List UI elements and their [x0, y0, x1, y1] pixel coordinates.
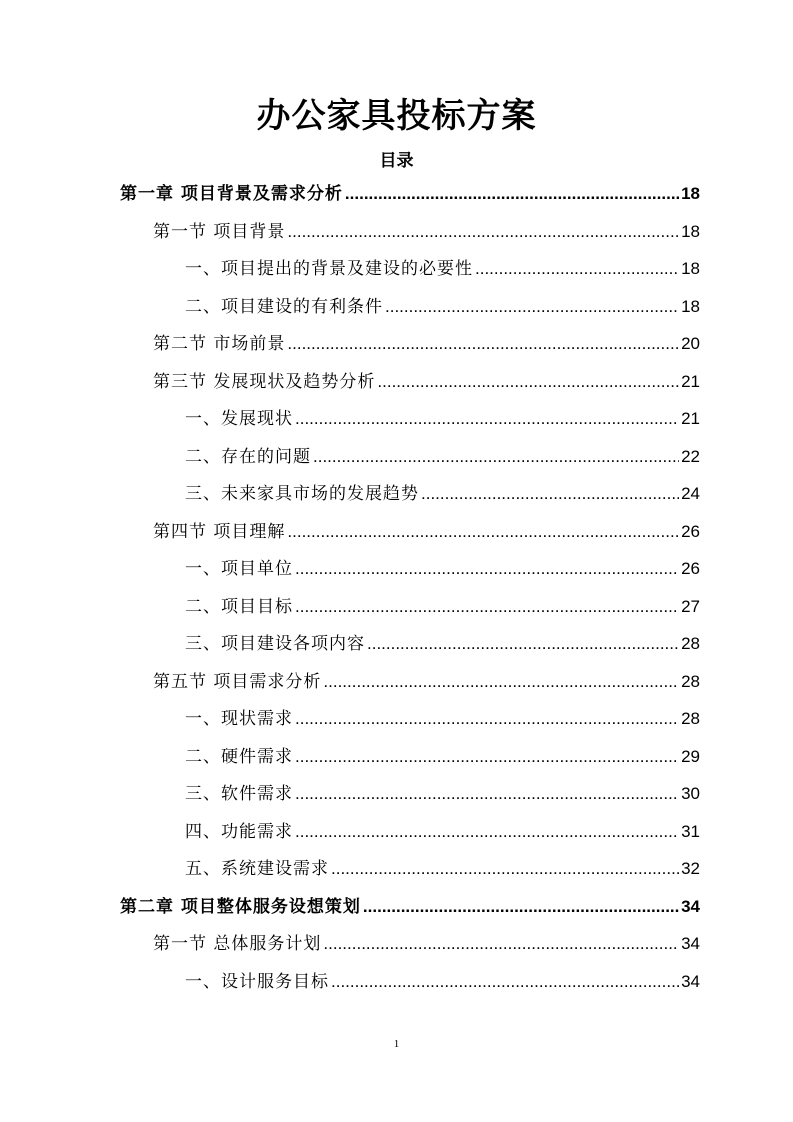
- toc-entry-label: 第一节 项目背景: [153, 221, 286, 242]
- dot-leader: [295, 551, 679, 587]
- toc-entry-label: 第五节 项目需求分析: [153, 671, 322, 692]
- toc-entry-label: 第二章 项目整体服务设想策划: [120, 896, 361, 917]
- toc-entry-chapter[interactable]: [120, 176, 700, 212]
- dot-leader: [345, 176, 679, 212]
- toc-entry-page: 29: [681, 746, 700, 766]
- toc-entry-label: 二、项目建设的有利条件: [185, 296, 383, 317]
- toc-entry-subsection[interactable]: [185, 814, 700, 850]
- toc-entry-page: 34: [681, 934, 700, 953]
- toc-entry-page: 27: [681, 596, 700, 616]
- toc-entry-page: 32: [681, 859, 700, 878]
- toc-entry-label: 一、设计服务目标: [185, 971, 329, 992]
- dot-leader: [323, 926, 679, 962]
- dot-leader: [323, 664, 679, 700]
- toc-entry-label: 三、项目建设各项内容: [185, 634, 365, 654]
- dot-leader: [287, 514, 679, 550]
- toc-entry-label: 第一章 项目背景及需求分析: [120, 184, 343, 204]
- toc-entry-label: 第二节 市场前景: [153, 334, 286, 354]
- toc-entry-label: 五、系统建设需求: [185, 859, 329, 879]
- dot-leader: [385, 289, 679, 325]
- toc-entry-label: 四、功能需求: [185, 821, 293, 842]
- toc-heading: 目录: [379, 151, 414, 171]
- toc-entry-subsection[interactable]: [185, 401, 700, 437]
- toc-entry-subsection[interactable]: [185, 701, 700, 737]
- toc-entry-chapter[interactable]: [120, 889, 700, 925]
- toc-entry-section[interactable]: [153, 514, 700, 550]
- toc-entry-subsection[interactable]: [185, 251, 700, 287]
- toc-entry-page: 20: [681, 334, 700, 353]
- toc-entry-label: 第一节 总体服务计划: [153, 934, 322, 954]
- toc-entry-label: 一、项目提出的背景及建设的必要性: [185, 259, 473, 279]
- dot-leader: [295, 814, 679, 850]
- dot-leader: [421, 476, 679, 512]
- toc-entry-subsection[interactable]: [185, 739, 700, 775]
- dot-leader: [287, 214, 679, 250]
- toc-entry-page: 34: [681, 896, 700, 916]
- toc-entry-subsection[interactable]: [185, 626, 700, 662]
- toc-entry-subsection[interactable]: [185, 289, 700, 325]
- toc-entry-page: 21: [681, 409, 700, 428]
- toc-entry-label: 第三节 发展现状及趋势分析: [153, 371, 376, 392]
- toc-entry-page: 26: [681, 521, 700, 541]
- toc-entry-label: 第四节 项目理解: [153, 521, 286, 542]
- dot-leader: [295, 739, 679, 775]
- toc-entry-label: 二、项目目标: [185, 596, 293, 617]
- toc-entry-label: 三、未来家具市场的发展趋势: [185, 484, 419, 504]
- toc-entry-subsection[interactable]: [185, 551, 700, 587]
- toc-entry-subsection[interactable]: [185, 851, 700, 887]
- document-title: 办公家具投标方案: [256, 96, 537, 136]
- toc-entry-label: 三、软件需求: [185, 784, 293, 804]
- toc-entry-section[interactable]: [153, 926, 700, 962]
- toc-entry-page: 22: [681, 446, 700, 466]
- page-number: 1: [393, 1038, 400, 1050]
- toc-entry-subsection[interactable]: [185, 589, 700, 625]
- toc-entry-page: 21: [681, 371, 700, 391]
- toc-entry-page: 31: [681, 821, 700, 841]
- toc-entry-subsection[interactable]: [185, 776, 700, 812]
- toc-entry-label: 一、发展现状: [185, 409, 293, 429]
- toc-entry-label: 二、硬件需求: [185, 746, 293, 767]
- toc-entry-label: 二、存在的问题: [185, 446, 311, 467]
- toc-entry-page: 18: [681, 184, 700, 203]
- toc-entry-page: 34: [681, 971, 700, 991]
- dot-leader: [377, 364, 679, 400]
- dot-leader: [287, 326, 679, 362]
- toc-entry-page: 24: [681, 484, 700, 503]
- dot-leader: [363, 889, 679, 925]
- dot-leader: [475, 251, 679, 287]
- toc-entry-page: 18: [681, 296, 700, 316]
- toc-entry-subsection[interactable]: [185, 439, 700, 475]
- toc-entry-section[interactable]: [153, 364, 700, 400]
- toc-entry-page: 18: [681, 259, 700, 278]
- dot-leader: [313, 439, 679, 475]
- toc-entry-page: 28: [681, 671, 700, 691]
- toc-entry-section[interactable]: [153, 326, 700, 362]
- toc-entry-page: 18: [681, 221, 700, 241]
- toc-entry-page: 28: [681, 709, 700, 728]
- toc-entry-page: 30: [681, 784, 700, 803]
- dot-leader: [367, 626, 679, 662]
- dot-leader: [295, 401, 679, 437]
- dot-leader: [295, 701, 679, 737]
- dot-leader: [295, 589, 679, 625]
- toc-entry-label: 一、现状需求: [185, 709, 293, 729]
- dot-leader: [295, 776, 679, 812]
- dot-leader: [331, 964, 679, 1000]
- toc-entry-section[interactable]: [153, 664, 700, 700]
- toc-entry-label: 一、项目单位: [185, 559, 293, 579]
- toc-entry-page: 28: [681, 634, 700, 653]
- toc-entry-section[interactable]: [153, 214, 700, 250]
- toc-entry-page: 26: [681, 559, 700, 578]
- toc-entry-subsection[interactable]: [185, 964, 700, 1000]
- toc-entry-subsection[interactable]: [185, 476, 700, 512]
- dot-leader: [331, 851, 679, 887]
